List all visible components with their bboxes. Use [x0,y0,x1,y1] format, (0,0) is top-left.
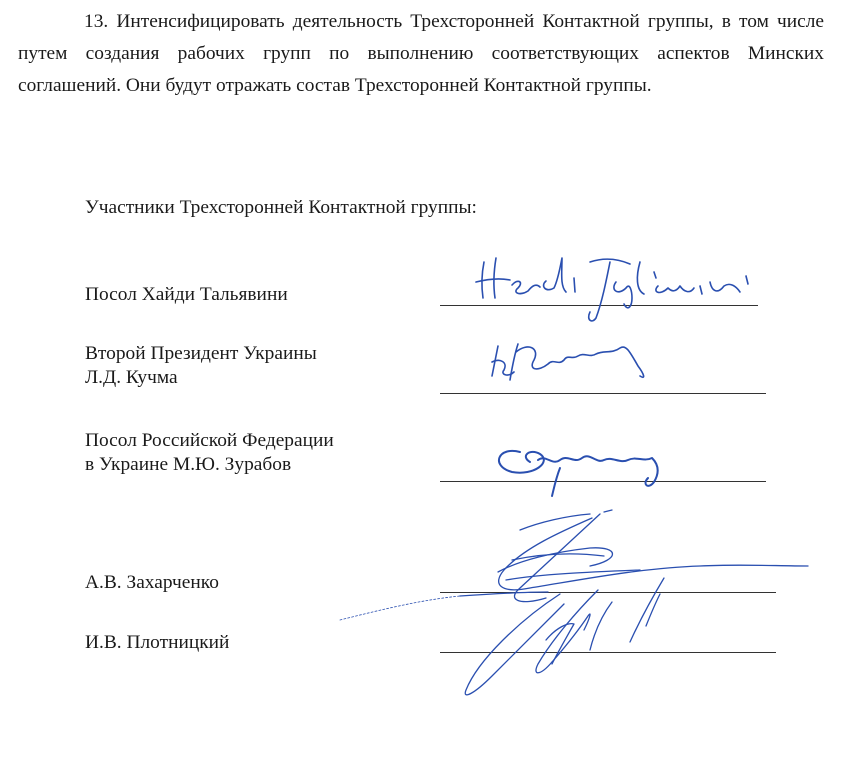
signature-line [440,652,776,653]
signatory-title: Второй Президент Украины [85,343,317,364]
signatory-title: Посол Хайди Тальявини [85,284,288,305]
paragraph-number: 13. [84,11,109,32]
participants-heading: Участники Трехсторонней Контактной группы: [85,197,477,218]
signature-line [440,481,766,482]
signatory-title: Посол Российской Федерации [85,430,334,451]
signatory-zakharchenko [85,571,219,595]
signature-plotnitsky [465,578,664,695]
signature-zakharchenko [340,510,808,620]
signatory-plotnitsky [85,631,229,655]
signature-line [440,305,758,306]
signature-line [440,592,776,593]
signatory-name: А.В. Захарченко [85,572,219,593]
signatory-name: в Украине М.Ю. Зурабов [85,454,292,475]
signature-kuchma [492,344,644,380]
signatory-kuchma [85,342,317,390]
paragraph-text: Интенсифицировать деятельность Трехсторонней Контактной группы, в том числе путем создания рабочих групп по выполнению соответствующих аспектов Минских соглашений. Они будут отражать состав Трехсторонней Контактной группы. [18,11,824,96]
signatory-name: И.В. Плотницкий [85,632,230,653]
signature-line [440,393,766,394]
signatory-zurabov [85,429,334,477]
signature-zurabov [499,451,658,496]
signatory-tagliavini [85,283,288,307]
signatory-name: Л.Д. Кучма [85,367,178,388]
signature-tagliavini [476,258,748,321]
paragraph-13 [18,6,824,102]
